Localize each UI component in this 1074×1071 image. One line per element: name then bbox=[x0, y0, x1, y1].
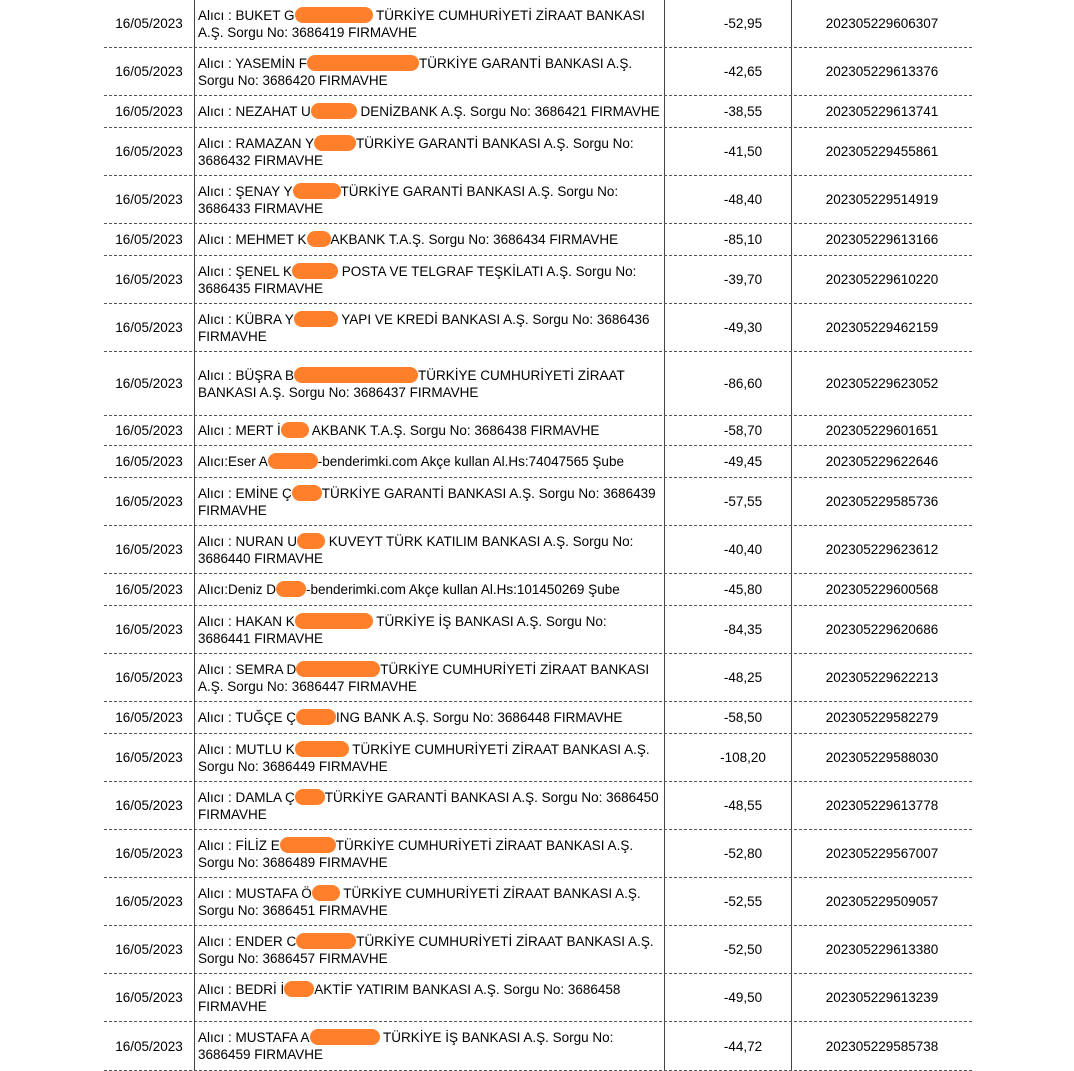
recipient-prefix: Alıcı : FİLİZ E bbox=[198, 837, 280, 853]
date-cell: 16/05/2023 bbox=[104, 176, 195, 223]
table-row bbox=[104, 176, 972, 224]
date-cell: 16/05/2023 bbox=[104, 1022, 195, 1070]
amount-cell: -41,50 bbox=[665, 128, 792, 175]
amount-cell: -48,55 bbox=[665, 782, 792, 829]
description-cell bbox=[195, 526, 665, 573]
amount-cell: -84,35 bbox=[665, 606, 792, 653]
reference-cell: 202305229613376 bbox=[825, 64, 939, 79]
amount-cell: -58,50 bbox=[665, 702, 792, 733]
date-cell: 16/05/2023 bbox=[104, 974, 195, 1021]
table-row bbox=[104, 0, 972, 48]
reference-cell: 202305229601651 bbox=[825, 423, 939, 438]
redaction-mark bbox=[314, 135, 356, 151]
amount-cell: -52,50 bbox=[665, 926, 792, 973]
reference-cell: 202305229613778 bbox=[825, 798, 939, 813]
description-cell bbox=[195, 574, 665, 605]
redaction-mark bbox=[296, 709, 336, 725]
redaction-mark bbox=[281, 422, 309, 438]
description-cell bbox=[195, 654, 665, 701]
date-cell: 16/05/2023 bbox=[104, 830, 195, 877]
amount-cell: -45,80 bbox=[665, 574, 792, 605]
date-cell: 16/05/2023 bbox=[104, 478, 195, 525]
amount-cell: -58,70 bbox=[665, 416, 792, 445]
description-cell bbox=[195, 782, 665, 829]
recipient-suffix: TÜRKİYE CUMHURİYETİ ZİRAAT BANKASI A.Ş. Sorgu No: 3686449 FIRMAVHE bbox=[198, 741, 650, 774]
reference-cell: 202305229613380 bbox=[825, 942, 939, 957]
date-cell: 16/05/2023 bbox=[104, 416, 195, 445]
description-cell bbox=[195, 926, 665, 973]
transactions-table bbox=[104, 0, 972, 1071]
date-cell: 16/05/2023 bbox=[104, 606, 195, 653]
table-row bbox=[104, 574, 972, 606]
date-cell: 16/05/2023 bbox=[104, 48, 195, 95]
table-row bbox=[104, 478, 972, 526]
recipient-prefix: Alıcı : ŞENAY Y bbox=[198, 183, 293, 199]
recipient-suffix: ING BANK A.Ş. Sorgu No: 3686448 FIRMAVHE bbox=[336, 710, 623, 725]
table-row bbox=[104, 974, 972, 1022]
amount-cell: -42,65 bbox=[665, 48, 792, 95]
redaction-mark bbox=[294, 311, 338, 327]
reference-cell: 202305229588030 bbox=[825, 750, 939, 765]
recipient-prefix: Alıcı : DAMLA Ç bbox=[198, 789, 295, 805]
reference-cell: 202305229455861 bbox=[825, 144, 939, 159]
table-row bbox=[104, 878, 972, 926]
table-row bbox=[104, 782, 972, 830]
redaction-mark bbox=[293, 183, 341, 199]
redaction-mark bbox=[310, 1029, 380, 1045]
recipient-prefix: Alıcı:Eser A bbox=[198, 454, 268, 469]
table-row bbox=[104, 654, 972, 702]
reference-cell: 202305229620686 bbox=[825, 622, 939, 637]
amount-cell: -57,55 bbox=[665, 478, 792, 525]
reference-cell: 202305229514919 bbox=[825, 192, 939, 207]
recipient-prefix: Alıcı : TUĞÇE Ç bbox=[198, 710, 297, 725]
reference-cell: 202305229622213 bbox=[825, 670, 939, 685]
recipient-prefix: Alıcı : EMİNE Ç bbox=[198, 485, 292, 501]
date-cell: 16/05/2023 bbox=[104, 782, 195, 829]
recipient-prefix: Alıcı : HAKAN K bbox=[198, 613, 295, 629]
recipient-prefix: Alıcı : YASEMİN F bbox=[198, 55, 308, 71]
description-cell bbox=[195, 416, 665, 445]
description-cell bbox=[195, 446, 665, 477]
reference-cell: 202305229509057 bbox=[825, 894, 939, 909]
table-row bbox=[104, 304, 972, 352]
amount-cell: -48,40 bbox=[665, 176, 792, 223]
recipient-prefix: Alıcı : BUKET G bbox=[198, 7, 295, 23]
reference-cell: 202305229623052 bbox=[825, 376, 939, 391]
date-cell: 16/05/2023 bbox=[104, 654, 195, 701]
date-cell: 16/05/2023 bbox=[104, 926, 195, 973]
description-cell bbox=[195, 734, 665, 781]
recipient-prefix: Alıcı : ENDER C bbox=[198, 933, 297, 949]
recipient-suffix: TÜRKİYE CUMHURİYETİ ZİRAAT BANKASI A.Ş. Sorgu No: 3686451 FIRMAVHE bbox=[198, 885, 641, 918]
redaction-mark bbox=[296, 933, 356, 949]
recipient-suffix: TÜRKİYE GARANTİ BANKASI A.Ş. Sorgu No: 3686439 FIRMAVHE bbox=[198, 485, 656, 518]
description-cell bbox=[195, 974, 665, 1021]
redaction-mark bbox=[307, 55, 419, 71]
description-cell bbox=[195, 176, 665, 223]
redaction-mark bbox=[295, 613, 373, 629]
amount-cell: -86,60 bbox=[665, 352, 792, 415]
recipient-suffix: KUVEYT TÜRK KATILIM BANKASI A.Ş. Sorgu No: 3686440 FIRMAVHE bbox=[198, 533, 634, 566]
redaction-mark bbox=[297, 533, 325, 549]
recipient-suffix: AKTİF YATIRIM BANKASI A.Ş. Sorgu No: 3686458 FIRMAVHE bbox=[198, 981, 621, 1014]
description-cell bbox=[195, 606, 665, 653]
date-cell: 16/05/2023 bbox=[104, 0, 195, 47]
reference-cell: 202305229613239 bbox=[825, 990, 939, 1005]
description-cell bbox=[195, 1022, 665, 1070]
description-cell bbox=[195, 96, 665, 127]
date-cell: 16/05/2023 bbox=[104, 734, 195, 781]
recipient-suffix: POSTA VE TELGRAF TEŞKİLATI A.Ş. Sorgu No: 3686435 FIRMAVHE bbox=[198, 263, 637, 296]
redaction-mark bbox=[312, 885, 340, 901]
recipient-suffix: TÜRKİYE İŞ BANKASI A.Ş. Sorgu No: 3686441 FIRMAVHE bbox=[198, 613, 607, 646]
recipient-prefix: Alıcı : BEDRİ İ bbox=[198, 981, 285, 997]
reference-cell: 202305229582279 bbox=[825, 710, 939, 725]
reference-cell: 202305229606307 bbox=[825, 16, 939, 31]
amount-cell: -49,30 bbox=[665, 304, 792, 351]
reference-cell: 202305229613741 bbox=[825, 104, 939, 119]
table-row bbox=[104, 926, 972, 974]
recipient-prefix: Alıcı : BÜŞRA B bbox=[198, 367, 295, 383]
recipient-suffix: TÜRKİYE GARANTİ BANKASI A.Ş. Sorgu No: 3686432 FIRMAVHE bbox=[198, 135, 634, 168]
recipient-prefix: Alıcı : MUTLU K bbox=[198, 741, 295, 757]
description-cell bbox=[195, 702, 665, 733]
amount-cell: -49,45 bbox=[665, 446, 792, 477]
date-cell: 16/05/2023 bbox=[104, 96, 195, 127]
reference-cell: 202305229622646 bbox=[825, 454, 939, 469]
recipient-suffix: AKBANK T.A.Ş. Sorgu No: 3686434 FIRMAVHE bbox=[330, 232, 619, 247]
amount-cell: -108,20 bbox=[665, 734, 792, 781]
date-cell: 16/05/2023 bbox=[104, 224, 195, 255]
recipient-prefix: Alıcı : MERT İ bbox=[198, 423, 281, 438]
recipient-prefix: Alıcı : SEMRA D bbox=[198, 661, 297, 677]
table-row bbox=[104, 606, 972, 654]
description-cell bbox=[195, 830, 665, 877]
redaction-mark bbox=[280, 837, 336, 853]
redaction-mark bbox=[268, 453, 318, 469]
redaction-mark bbox=[292, 263, 338, 279]
date-cell: 16/05/2023 bbox=[104, 128, 195, 175]
description-cell bbox=[195, 478, 665, 525]
recipient-suffix: -benderimki.com Akçe kullan Al.Hs:101450269 Şube bbox=[306, 582, 620, 597]
reference-cell: 202305229613166 bbox=[825, 232, 939, 247]
recipient-suffix: TÜRKİYE GARANTİ BANKASI A.Ş. Sorgu No: 3686433 FIRMAVHE bbox=[198, 183, 619, 216]
table-row bbox=[104, 352, 972, 416]
recipient-suffix: TÜRKİYE CUMHURİYETİ ZİRAAT BANKASI A.Ş. Sorgu No: 3686447 FIRMAVHE bbox=[198, 661, 650, 694]
recipient-prefix: Alıcı : ŞENEL K bbox=[198, 263, 293, 279]
recipient-suffix: TÜRKİYE GARANTİ BANKASI A.Ş. Sorgu No: 3686420 FIRMAVHE bbox=[198, 55, 633, 88]
redaction-mark bbox=[292, 485, 322, 501]
recipient-prefix: Alıcı : KÜBRA Y bbox=[198, 311, 294, 327]
recipient-suffix: TÜRKİYE CUMHURİYETİ ZİRAAT BANKASI A.Ş. Sorgu No: 3686437 FIRMAVHE bbox=[198, 367, 625, 400]
description-cell bbox=[195, 128, 665, 175]
date-cell: 16/05/2023 bbox=[104, 878, 195, 925]
redaction-mark bbox=[296, 661, 380, 677]
date-cell: 16/05/2023 bbox=[104, 574, 195, 605]
recipient-suffix: TÜRKİYE GARANTİ BANKASI A.Ş. Sorgu No: 3686450 FIRMAVHE bbox=[198, 789, 659, 822]
table-row bbox=[104, 734, 972, 782]
table-row bbox=[104, 1022, 972, 1071]
description-cell bbox=[195, 48, 665, 95]
recipient-prefix: Alıcı : MUSTAFA A bbox=[198, 1030, 310, 1045]
redaction-mark bbox=[276, 581, 306, 597]
reference-cell: 202305229600568 bbox=[825, 582, 939, 597]
table-row bbox=[104, 446, 972, 478]
recipient-prefix: Alıcı : RAMAZAN Y bbox=[198, 135, 315, 151]
reference-cell: 202305229585738 bbox=[825, 1038, 939, 1054]
recipient-suffix: AKBANK T.A.Ş. Sorgu No: 3686438 FIRMAVHE bbox=[308, 423, 600, 438]
recipient-suffix: DENİZBANK A.Ş. Sorgu No: 3686421 FIRMAVHE bbox=[356, 104, 660, 119]
table-row bbox=[104, 416, 972, 446]
description-cell bbox=[195, 224, 665, 255]
date-cell: 16/05/2023 bbox=[104, 256, 195, 303]
table-row bbox=[104, 830, 972, 878]
reference-cell: 202305229585736 bbox=[825, 494, 939, 509]
amount-cell: -85,10 bbox=[665, 224, 792, 255]
amount-cell: -48,25 bbox=[665, 654, 792, 701]
recipient-prefix: Alıcı : NURAN U bbox=[198, 533, 298, 549]
date-cell: 16/05/2023 bbox=[104, 446, 195, 477]
amount-cell: -52,80 bbox=[665, 830, 792, 877]
date-cell: 16/05/2023 bbox=[104, 352, 195, 415]
table-row bbox=[104, 48, 972, 96]
recipient-suffix: TÜRKİYE CUMHURİYETİ ZİRAAT BANKASI A.Ş. Sorgu No: 3686457 FIRMAVHE bbox=[198, 933, 654, 966]
reference-cell: 202305229462159 bbox=[825, 320, 939, 335]
amount-cell: -38,55 bbox=[665, 96, 792, 127]
redaction-mark bbox=[294, 367, 418, 383]
redaction-mark bbox=[295, 7, 373, 23]
amount-cell: -52,95 bbox=[665, 0, 792, 47]
recipient-suffix: TÜRKİYE İŞ BANKASI A.Ş. Sorgu No: 3686459 FIRMAVHE bbox=[198, 1030, 614, 1062]
amount-cell: -40,40 bbox=[665, 526, 792, 573]
table-row bbox=[104, 256, 972, 304]
recipient-prefix: Alıcı : MUSTAFA Ö bbox=[198, 885, 312, 901]
description-cell bbox=[195, 256, 665, 303]
amount-cell: -39,70 bbox=[665, 256, 792, 303]
recipient-suffix: YAPI VE KREDİ BANKASI A.Ş. Sorgu No: 3686436 FIRMAVHE bbox=[198, 311, 650, 344]
table-row bbox=[104, 702, 972, 734]
reference-cell: 202305229610220 bbox=[825, 272, 939, 287]
recipient-prefix: Alıcı:Deniz D bbox=[198, 582, 277, 597]
amount-cell: -49,50 bbox=[665, 974, 792, 1021]
reference-cell: 202305229623612 bbox=[825, 542, 939, 557]
recipient-suffix: TÜRKİYE CUMHURİYETİ ZİRAAT BANKASI A.Ş. Sorgu No: 3686489 FIRMAVHE bbox=[198, 837, 634, 870]
recipient-suffix: -benderimki.com Akçe kullan Al.Hs:74047565 Şube bbox=[317, 454, 624, 469]
amount-cell: -52,55 bbox=[665, 878, 792, 925]
description-cell bbox=[195, 0, 665, 47]
redaction-mark bbox=[307, 231, 331, 247]
description-cell bbox=[195, 352, 665, 415]
redaction-mark bbox=[295, 789, 325, 805]
table-row bbox=[104, 526, 972, 574]
redaction-mark bbox=[311, 103, 357, 119]
recipient-prefix: Alıcı : MEHMET K bbox=[198, 232, 307, 247]
date-cell: 16/05/2023 bbox=[104, 526, 195, 573]
recipient-suffix: TÜRKİYE CUMHURİYETİ ZİRAAT BANKASI A.Ş. Sorgu No: 3686419 FIRMAVHE bbox=[198, 7, 645, 40]
amount-cell: -44,72 bbox=[665, 1022, 792, 1070]
description-cell bbox=[195, 304, 665, 351]
redaction-mark bbox=[295, 741, 349, 757]
table-row bbox=[104, 96, 972, 128]
table-row bbox=[104, 224, 972, 256]
redaction-mark bbox=[284, 981, 314, 997]
recipient-prefix: Alıcı : NEZAHAT U bbox=[198, 104, 311, 119]
description-cell bbox=[195, 878, 665, 925]
date-cell: 16/05/2023 bbox=[104, 304, 195, 351]
table-row bbox=[104, 128, 972, 176]
date-cell: 16/05/2023 bbox=[104, 702, 195, 733]
reference-cell: 202305229567007 bbox=[825, 846, 939, 861]
